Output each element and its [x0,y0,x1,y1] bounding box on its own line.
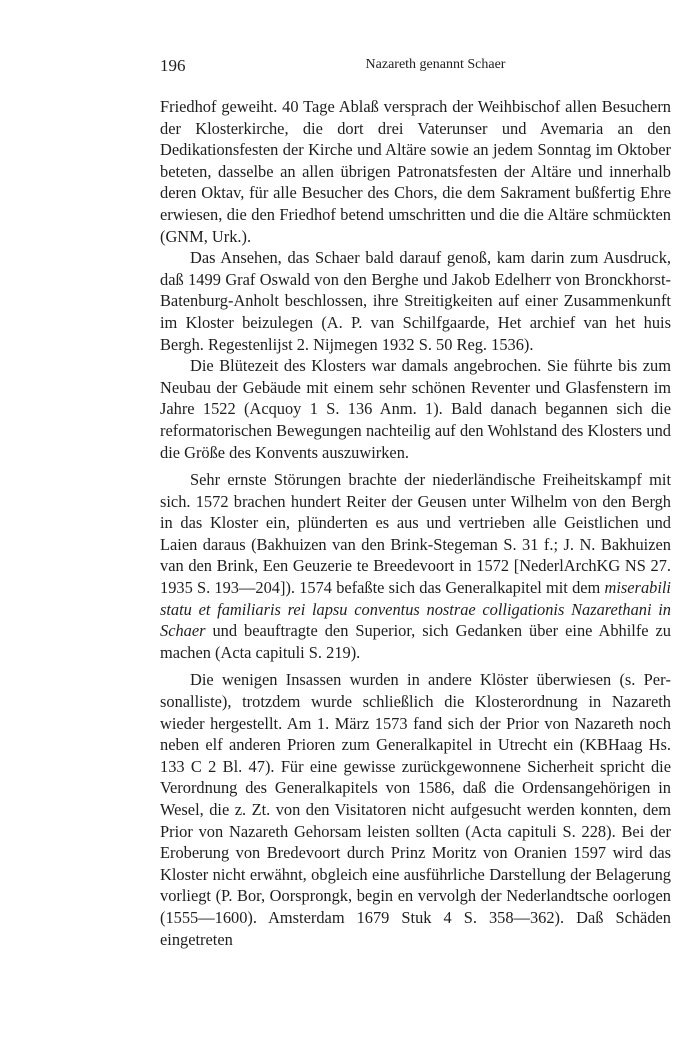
paragraph: Das Ansehen, das Schaer bald darauf genoß, kam darin zum Ausdruck, daß 1499 Graf Oswald von den Berghe und Jakob Edelherr von Bronckhorst-Batenburg-Anholt beschlossen, ihre Streitigkeiten auf einer Zusammenkunft im Kloster beizulegen (A. P. van Schilfgaarde, Het archief van het huis Bergh. Regestenlijst 2. Nijmegen 1932 S. 50 Reg. 1536). [160,248,671,354]
paragraph: Die Blütezeit des Klosters war damals angebrochen. Sie führte bis zum Neubau der Gebäude mit einem sehr schönen Reventer und Glasfenstern im Jahre 1522 (Acquoy 1 S. 136 Anm. 1). Bald danach begannen sich die reformatorischen Bewegungen nachteilig auf den Wohlstand des Klosters und die Größe des Konvents auszuwirken. [160,356,671,462]
paragraph: Die wenigen Insassen wurden in andere Klöster überwiesen (s. Personalliste), trotzdem wurde schließlich die Klosterordnung in Nazareth wieder hergestellt. Am 1. März 1573 fand sich der Prior von Nazareth noch neben elf anderen Prioren zum Generalkapitel in Utrecht ein (KBHaag Hs. 133 C 2 Bl. 47). Für eine gewisse zurückgewonnene Sicherheit spricht die Verordnung des Generalkapitels von 1586, daß die Ordensangehörigen in Wesel, die z. Zt. von den Visitatoren nicht aufgesucht werden konnten, dem Prior von Nazareth Gehorsam leisten sollten (Acta capituli S. 228). Bei der Eroberung von Bredevoort durch Prinz Moritz von Oranien 1597 wird das Kloster nicht erwähnt, obgleich eine ausführliche Darstellung der Belagerung vorliegt (P. Bor, Oorsprongk, begin en vervolgh der Nederlandtsche oorlogen (1555—1600). Amsterdam 1679 Stuk 4 S. 358—362). Daß Schäden eingetreten [160,670,671,949]
body-text [160,96,671,950]
paragraph: Friedhof geweiht. 40 Tage Ablaß versprach der Weihbischof allen Besuchern der Klosterkirche, die dort drei Vaterunser und Avemaria an den Dedikationsfesten der Kirche und Altäre sowie an jedem Sonntag im Oktober beteten, dasselbe an allen übrigen Patronatsfesten der Altäre und innerhalb deren Oktav, für alle Besucher des Chors, die dem Sakrament bußfertig Ehre erwiesen, die den Friedhof betend umschritten und die die Altäre schmückten (GNM, Urk.). [160,97,671,246]
running-head [160,56,671,84]
paragraph-text: und beauftragte den Superior, sich Gedanken über eine Abhilfe zu machen (Acta capituli S. 219). [160,621,671,662]
paragraph [160,469,671,663]
page-number: 196 [160,56,186,75]
book-page [160,56,671,950]
latin-quotation: miserabili statu et familiaris rei lapsu conventus nostrae colligationis Nazarethani in Schaer [160,578,671,641]
running-title: Nazareth genannt Schaer [365,57,506,72]
paragraph-text: Sehr ernste Störungen brachte der niederländische Freiheitskampf mit sich. 1572 brachen hundert Reiter der Geusen unter Wilhelm von den Bergh in das Kloster ein, plünderten es aus und vertrieben alle Geistlichen und Laien daraus (Bakhuizen van den Brink-Stegeman S. 31 f.; J. N. Bakhuizen van den Brink, Een Geuzerie te Breedevoort in 1572 [NederlArchKG NS 27. 1935 S. 193—204]). 1574 befaßte sich das Generalkapitel mit dem [160,470,671,598]
